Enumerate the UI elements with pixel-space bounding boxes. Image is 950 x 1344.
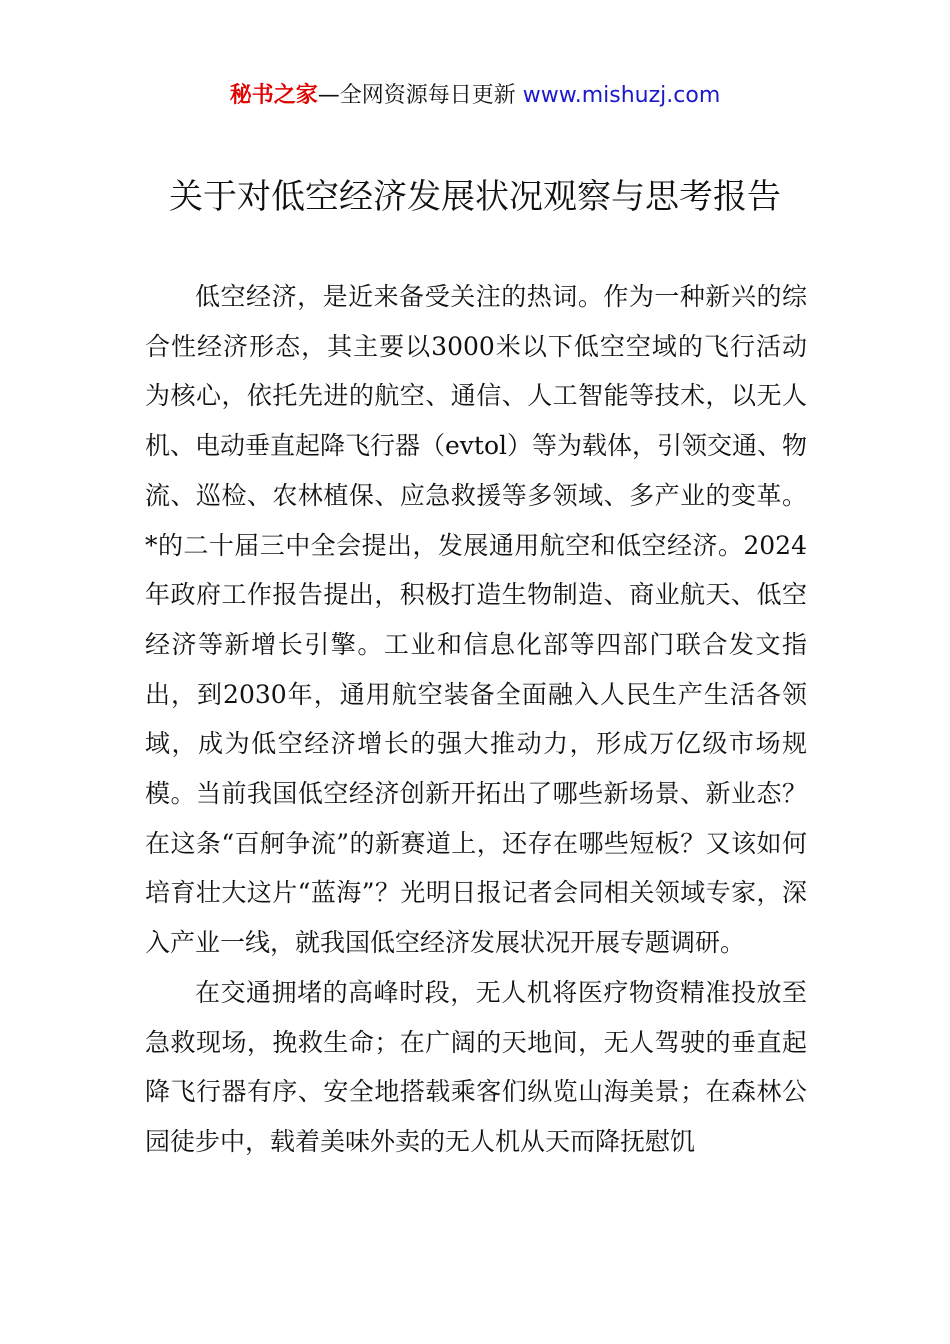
site-tagline: —全网资源每日更新 (317, 83, 523, 108)
paragraph-1: 低空经济，是近来备受关注的热词。作为一种新兴的综合性经济形态，其主要以3000米以下低空空域的飞行活动为核心，依托先进的航空、通信、人工智能等技术，以无人机、电动垂直起降飞行器（evtol）等为载体，引领交通、物流、巡检、农林植保、应急救援等多领域、多产业的变革。*的二十届三中全会提出，发展通用航空和低空经济。2024年政府工作报告提出，积极打造生物制造、商业航天、低空经济等新增长引擎。工业和信息化部等四部门联合发文指出，到2030年，通用航空装备全面融入人民生产生活各领域，成为低空经济增长的强大推动力，形成万亿级市场规模。当前我国低空经济创新开拓出了哪些新场景、新业态？在这条“百舸争流”的新赛道上，还存在哪些短板？又该如何培育壮大这片“蓝海”？光明日报记者会同相关领域专家，深入产业一线，就我国低空经济发展状况开展专题调研。 (145, 282, 808, 958)
site-header (0, 80, 950, 112)
document-body (145, 272, 807, 1167)
paragraph-2: 在交通拥堵的高峰时段，无人机将医疗物资精准投放至急救现场，挽救生命；在广阔的天地间，无人驾驶的垂直起降飞行器有序、安全地搭载乘客们纵览山海美景；在森林公园徒步中，载着美味外卖的无人机从天而降抚慰饥 (145, 977, 807, 1156)
site-brand: 秘书之家 (229, 83, 318, 108)
site-url-link[interactable]: www.mishuzj.com (522, 83, 721, 108)
document-title: 关于对低空经济发展状况观察与思考报告 (169, 177, 781, 217)
